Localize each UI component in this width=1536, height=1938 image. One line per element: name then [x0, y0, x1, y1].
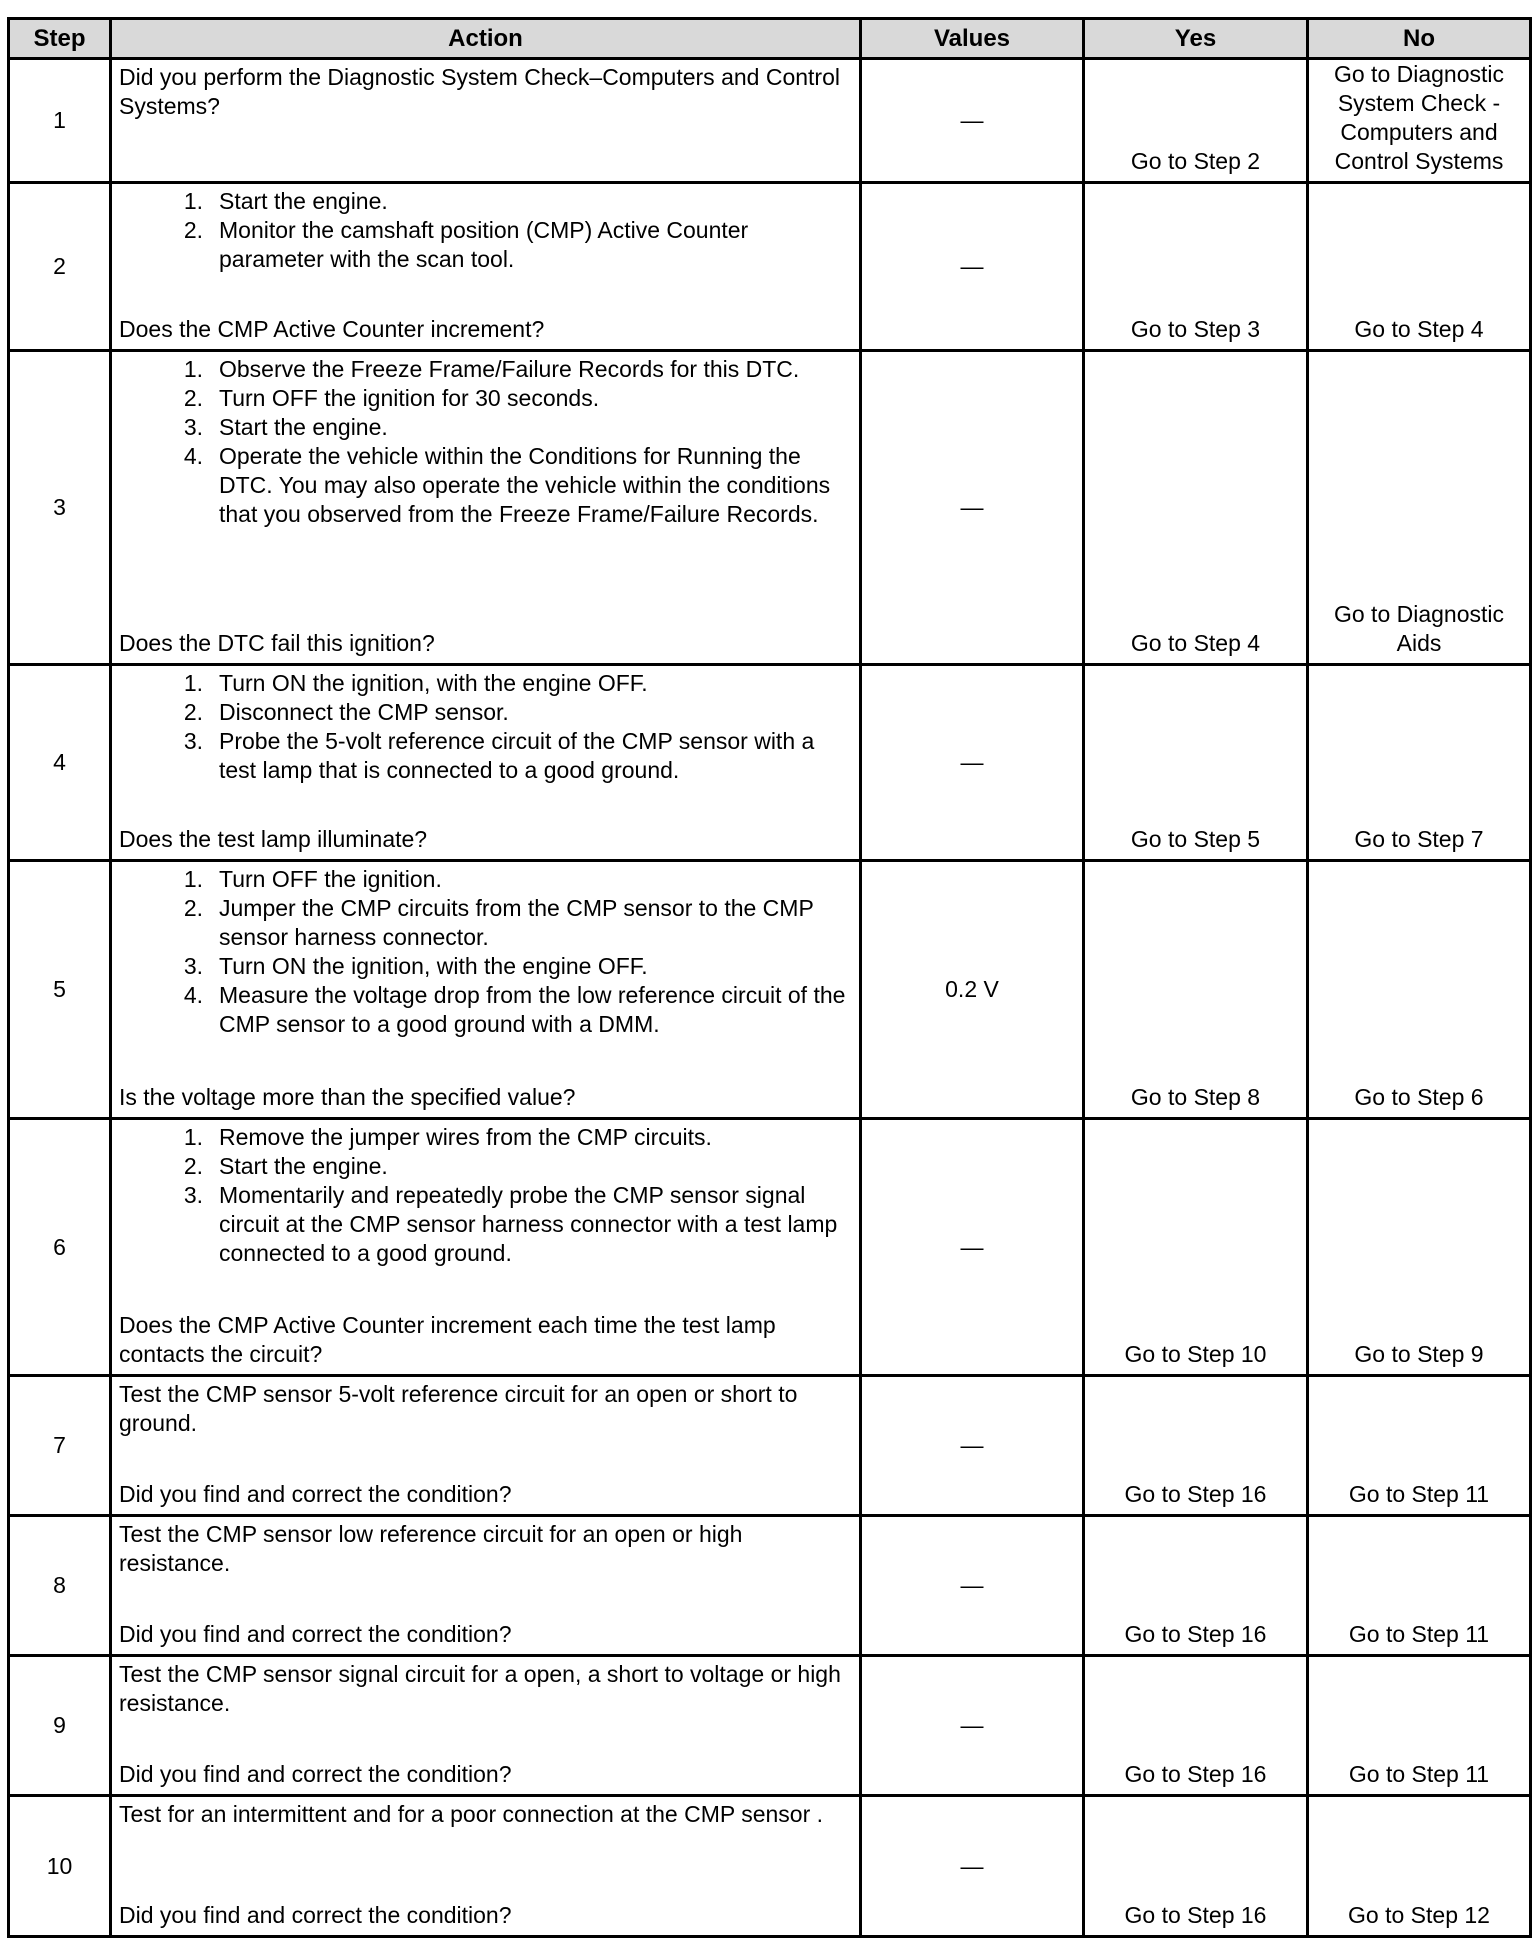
no-cell: Go to Step 11 — [1308, 1516, 1531, 1656]
action-text: Did you perform the Diagnostic System Check–Computers and Control Systems? — [119, 64, 840, 119]
instruction-item — [119, 669, 853, 698]
instruction-number: 4. — [183, 443, 203, 469]
action-question: Does the CMP Active Counter increment? — [119, 316, 545, 342]
instruction-item — [119, 384, 853, 413]
action-cell — [111, 1119, 861, 1376]
action-cell — [111, 59, 861, 183]
action-content — [112, 60, 859, 181]
instruction-number: 2. — [183, 1153, 203, 1179]
no-cell: Go to Step 7 — [1308, 665, 1531, 861]
instruction-item — [119, 698, 853, 727]
action-text: Test the CMP sensor 5-volt reference circuit for an open or short to ground. — [119, 1381, 798, 1436]
action-question: Did you find and correct the condition? — [119, 1761, 512, 1787]
header-step: Step — [9, 19, 111, 59]
action-cell — [111, 1796, 861, 1937]
instruction-number: 2. — [183, 699, 203, 725]
instruction-list — [119, 1123, 853, 1268]
action-cell — [111, 1516, 861, 1656]
instruction-item — [119, 1123, 853, 1152]
instruction-number: 2. — [183, 217, 203, 243]
yes-cell: Go to Step 10 — [1084, 1119, 1308, 1376]
action-content — [112, 1657, 859, 1794]
instruction-list — [119, 669, 853, 785]
yes-cell: Go to Step 5 — [1084, 665, 1308, 861]
instruction-list — [119, 355, 853, 529]
instruction-text: Remove the jumper wires from the CMP circuits. — [219, 1124, 712, 1150]
no-cell: Go to Step 11 — [1308, 1656, 1531, 1796]
step-number: 2 — [9, 183, 111, 351]
instruction-text: Operate the vehicle within the Conditions for Running the DTC. You may also operate the vehicle within the conditions that you observed from the Freeze Frame/Failure Records. — [219, 443, 831, 527]
step-number: 3 — [9, 351, 111, 665]
action-question: Did you find and correct the condition? — [119, 1621, 512, 1647]
header-no: No — [1308, 19, 1531, 59]
action-text: Test for an intermittent and for a poor connection at the CMP sensor . — [119, 1801, 824, 1827]
instruction-number: 1. — [183, 670, 203, 696]
table-row — [9, 861, 1531, 1119]
action-instructions — [119, 1380, 853, 1438]
action-cell — [111, 351, 861, 665]
yes-cell: Go to Step 16 — [1084, 1796, 1308, 1937]
instruction-number: 3. — [183, 414, 203, 440]
action-content — [112, 184, 859, 349]
instruction-number: 2. — [183, 895, 203, 921]
instruction-item — [119, 442, 853, 529]
action-question: Does the CMP Active Counter increment each time the test lamp contacts the circuit? — [119, 1312, 776, 1367]
yes-cell: Go to Step 16 — [1084, 1516, 1308, 1656]
action-instructions — [119, 1800, 853, 1829]
value-cell: — — [861, 1656, 1084, 1796]
no-cell: Go to Step 12 — [1308, 1796, 1531, 1937]
action-instructions — [119, 669, 853, 785]
step-number: 10 — [9, 1796, 111, 1937]
table-row — [9, 59, 1531, 183]
instruction-item — [119, 413, 853, 442]
action-instructions — [119, 187, 853, 274]
yes-cell: Go to Step 16 — [1084, 1376, 1308, 1516]
instruction-text: Measure the voltage drop from the low reference circuit of the CMP sensor to a good ground with a DMM. — [219, 982, 846, 1037]
instruction-text: Turn ON the ignition, with the engine OFF. — [219, 953, 648, 979]
instruction-item — [119, 894, 853, 952]
value-cell: — — [861, 1796, 1084, 1937]
action-instructions — [119, 63, 853, 121]
action-question: Is the voltage more than the specified value? — [119, 1084, 576, 1110]
yes-cell: Go to Step 4 — [1084, 351, 1308, 665]
no-cell: Go to Diagnostic System Check - Computers and Control Systems — [1308, 59, 1531, 183]
value-cell: — — [861, 59, 1084, 183]
action-content — [112, 1377, 859, 1514]
value-cell: — — [861, 183, 1084, 351]
header-yes: Yes — [1084, 19, 1308, 59]
instruction-number: 3. — [183, 1182, 203, 1208]
step-number: 9 — [9, 1656, 111, 1796]
instruction-text: Monitor the camshaft position (CMP) Active Counter parameter with the scan tool. — [219, 217, 749, 272]
value-cell: — — [861, 351, 1084, 665]
instruction-item — [119, 355, 853, 384]
instruction-number: 4. — [183, 982, 203, 1008]
instruction-list — [119, 865, 853, 1039]
action-instructions — [119, 1660, 853, 1718]
table-row — [9, 1516, 1531, 1656]
action-content — [112, 352, 859, 663]
instruction-text: Jumper the CMP circuits from the CMP sensor to the CMP sensor harness connector. — [219, 895, 814, 950]
no-cell: Go to Step 4 — [1308, 183, 1531, 351]
table-row — [9, 183, 1531, 351]
action-instructions — [119, 865, 853, 1039]
action-cell — [111, 665, 861, 861]
yes-cell: Go to Step 16 — [1084, 1656, 1308, 1796]
action-question: Does the DTC fail this ignition? — [119, 630, 435, 656]
diagnostic-table — [7, 17, 1532, 1938]
action-cell — [111, 183, 861, 351]
instruction-number: 1. — [183, 1124, 203, 1150]
action-content — [112, 1517, 859, 1654]
table-row — [9, 351, 1531, 665]
action-content — [112, 862, 859, 1117]
instruction-text: Turn ON the ignition, with the engine OFF. — [219, 670, 648, 696]
step-number: 4 — [9, 665, 111, 861]
step-number: 7 — [9, 1376, 111, 1516]
action-question: Did you find and correct the condition? — [119, 1481, 512, 1507]
yes-cell: Go to Step 8 — [1084, 861, 1308, 1119]
instruction-text: Turn OFF the ignition for 30 seconds. — [219, 385, 600, 411]
yes-cell: Go to Step 2 — [1084, 59, 1308, 183]
header-action: Action — [111, 19, 861, 59]
value-cell: — — [861, 1119, 1084, 1376]
no-cell: Go to Step 9 — [1308, 1119, 1531, 1376]
value-cell: — — [861, 1376, 1084, 1516]
action-question: Did you find and correct the condition? — [119, 1902, 512, 1928]
table-body — [9, 59, 1531, 1937]
action-question: Does the test lamp illuminate? — [119, 826, 428, 852]
action-text: Test the CMP sensor signal circuit for a open, a short to voltage or high resistance. — [119, 1661, 841, 1716]
instruction-number: 1. — [183, 188, 203, 214]
action-instructions — [119, 1520, 853, 1578]
instruction-item — [119, 727, 853, 785]
instruction-text: Start the engine. — [219, 414, 388, 440]
instruction-item — [119, 1181, 853, 1268]
instruction-number: 1. — [183, 356, 203, 382]
instruction-item — [119, 1152, 853, 1181]
action-cell — [111, 861, 861, 1119]
step-number: 8 — [9, 1516, 111, 1656]
action-content — [112, 1120, 859, 1374]
instruction-number: 3. — [183, 728, 203, 754]
step-number: 1 — [9, 59, 111, 183]
value-cell: — — [861, 1516, 1084, 1656]
instruction-text: Probe the 5-volt reference circuit of the CMP sensor with a test lamp that is connected to a good ground. — [219, 728, 815, 783]
step-number: 5 — [9, 861, 111, 1119]
instruction-item — [119, 865, 853, 894]
instruction-item — [119, 216, 853, 274]
header-row — [9, 19, 1531, 59]
instruction-item — [119, 187, 853, 216]
value-cell: — — [861, 665, 1084, 861]
no-cell: Go to Step 6 — [1308, 861, 1531, 1119]
instruction-number: 2. — [183, 385, 203, 411]
instruction-text: Turn OFF the ignition. — [219, 866, 442, 892]
instruction-list — [119, 187, 853, 274]
instruction-text: Start the engine. — [219, 188, 388, 214]
table-row — [9, 1796, 1531, 1937]
yes-cell: Go to Step 3 — [1084, 183, 1308, 351]
table-row — [9, 1656, 1531, 1796]
no-cell: Go to Step 11 — [1308, 1376, 1531, 1516]
action-cell — [111, 1656, 861, 1796]
action-content — [112, 666, 859, 859]
action-text: Test the CMP sensor low reference circuit for an open or high resistance. — [119, 1521, 743, 1576]
instruction-text: Start the engine. — [219, 1153, 388, 1179]
table-row — [9, 1119, 1531, 1376]
instruction-text: Momentarily and repeatedly probe the CMP sensor signal circuit at the CMP sensor harness connector with a test lamp connected to a good ground. — [219, 1182, 838, 1266]
action-instructions — [119, 355, 853, 529]
table-row — [9, 1376, 1531, 1516]
no-cell: Go to Diagnostic Aids — [1308, 351, 1531, 665]
value-cell: 0.2 V — [861, 861, 1084, 1119]
table-row — [9, 665, 1531, 861]
action-cell — [111, 1376, 861, 1516]
header-values: Values — [861, 19, 1084, 59]
instruction-number: 1. — [183, 866, 203, 892]
step-number: 6 — [9, 1119, 111, 1376]
instruction-item — [119, 952, 853, 981]
instruction-number: 3. — [183, 953, 203, 979]
instruction-text: Disconnect the CMP sensor. — [219, 699, 509, 725]
action-content — [112, 1797, 859, 1935]
instruction-text: Observe the Freeze Frame/Failure Records for this DTC. — [219, 356, 800, 382]
instruction-item — [119, 981, 853, 1039]
action-instructions — [119, 1123, 853, 1268]
